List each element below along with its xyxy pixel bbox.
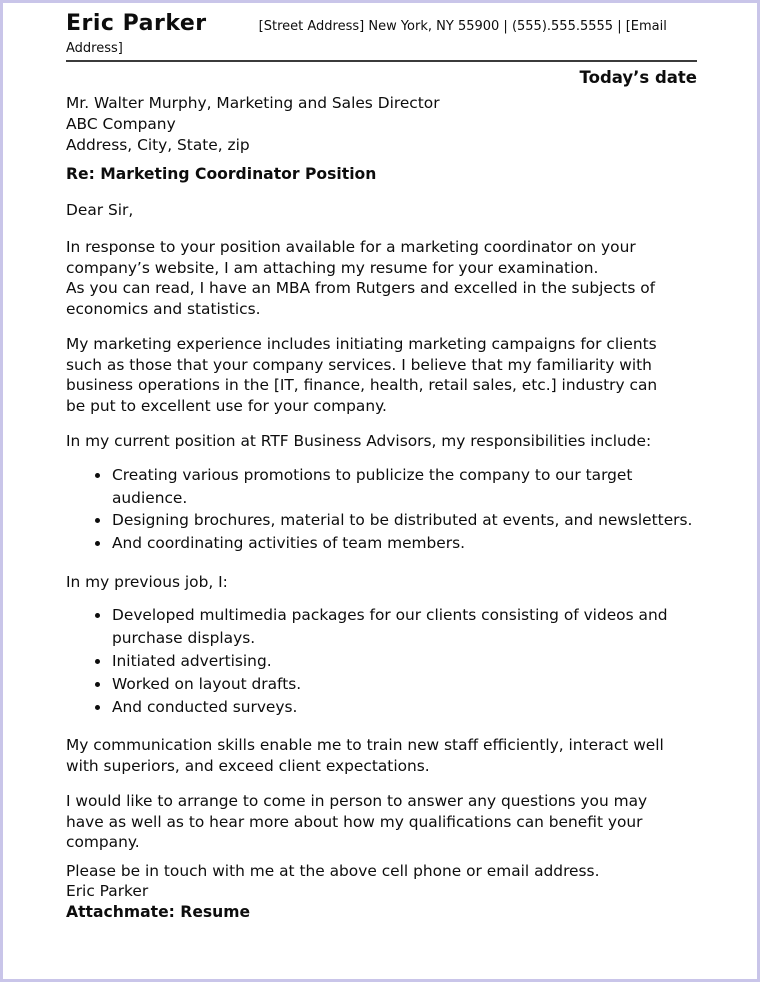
intro-paragraph bbox=[66, 237, 678, 319]
salutation: Dear Sir, bbox=[66, 200, 134, 219]
recipient-company: ABC Company bbox=[66, 114, 176, 133]
recipient-block bbox=[66, 93, 697, 156]
attachment-line: Attachmate: Resume bbox=[66, 902, 251, 921]
closing-block bbox=[66, 861, 697, 923]
current-responsibilities-list bbox=[66, 464, 697, 555]
intro-sentence-1: In response to your position available for a marketing coordinator on your company’s website, I am attaching my resume for your examination. bbox=[66, 238, 636, 277]
recipient-name-title: Mr. Walter Murphy, Marketing and Sales Director bbox=[66, 93, 440, 112]
list-item: • Creating various promotions to publicize the company to our target audience. bbox=[111, 464, 697, 510]
intro-sentence-2: As you can read, I have an MBA from Rutgers and excelled in the subjects of economics and statistics. bbox=[66, 279, 656, 318]
previous-job-list bbox=[66, 604, 697, 718]
communication-paragraph: My communication skills enable me to train new staff efficiently, interact well with superiors, and exceed client expectations. bbox=[66, 736, 664, 775]
letterhead bbox=[66, 11, 697, 62]
list-item: • Developed multimedia packages for our clients consisting of videos and purchase displays. bbox=[111, 604, 697, 650]
date-line: Today’s date bbox=[579, 67, 697, 87]
list-item: • And conducted surveys. bbox=[111, 696, 697, 719]
closing-line: Please be in touch with me at the above cell phone or email address. bbox=[66, 861, 600, 880]
experience-paragraph: My marketing experience includes initiating marketing campaigns for clients such as those that your company services. I believe that my familiarity with business operations in the [IT, finance, health, retail sales, etc.] industry can be put to excellent use for your company. bbox=[66, 335, 658, 415]
arrange-meeting-paragraph: I would like to arrange to come in person to answer any questions you may have as well as to hear more about how my qualifications can benefit your company. bbox=[66, 792, 648, 852]
list-item: • Initiated advertising. bbox=[111, 650, 697, 673]
previous-job-intro: In my previous job, I: bbox=[66, 572, 228, 591]
list-item: • Designing brochures, material to be distributed at events, and newsletters. bbox=[111, 509, 697, 532]
list-item: • Worked on layout drafts. bbox=[111, 673, 697, 696]
list-item: • And coordinating activities of team members. bbox=[111, 532, 697, 555]
recipient-address: Address, City, State, zip bbox=[66, 135, 250, 154]
subject-line: Re: Marketing Coordinator Position bbox=[66, 164, 377, 183]
current-role-intro: In my current position at RTF Business Advisors, my responsibilities include: bbox=[66, 432, 652, 451]
sender-name: Eric Parker bbox=[66, 11, 207, 36]
signature-name: Eric Parker bbox=[66, 882, 149, 901]
sender-contact-info: [Street Address] New York, NY 55900 | (555).555.5555 | [Email Address] bbox=[66, 19, 667, 57]
